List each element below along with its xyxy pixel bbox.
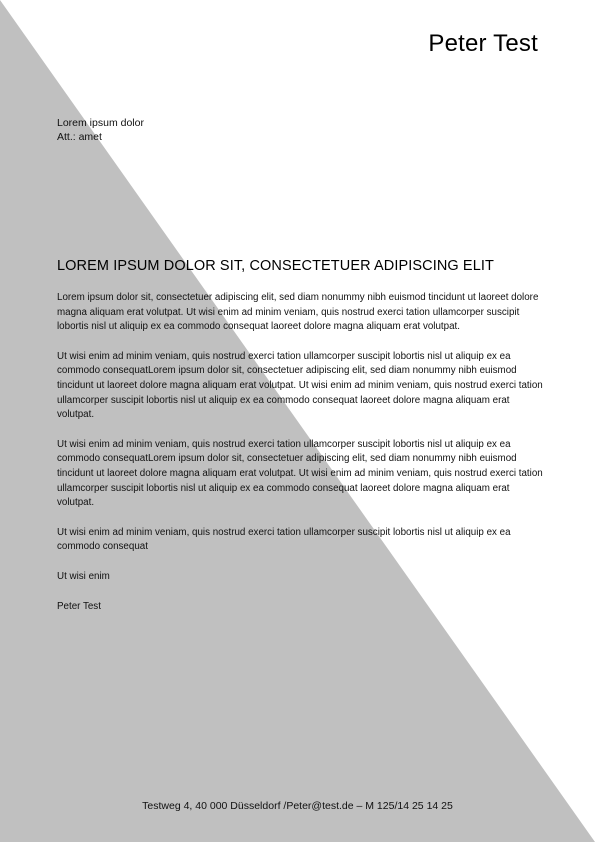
recipient-line-2: Att.: amet bbox=[57, 131, 102, 143]
sender-name: Peter Test bbox=[428, 30, 538, 57]
body-paragraph-1: Lorem ipsum dolor sit, consectetuer adipiscing elit, sed diam nonummy nibh euismod tincidunt ut laoreet dolore magna aliquam erat volutpat. Ut wisi enim ad minim veniam, quis nostrud exerci tation ullamcorper suscipit lobortis nisl ut aliquip ex ea commodo consequat laoreet dolore magna aliquam erat volutpat. bbox=[57, 292, 539, 333]
footer-contact: Testweg 4, 40 000 Düsseldorf /Peter@test.de – M 125/14 25 14 25 bbox=[142, 800, 453, 812]
signature-name: Peter Test bbox=[57, 600, 101, 612]
recipient-block bbox=[57, 116, 144, 144]
body-paragraph-3: Ut wisi enim ad minim veniam, quis nostrud exerci tation ullamcorper suscipit lobortis nisl ut aliquip ex ea commodo consequatLorem ipsum dolor sit, consectetuer adipiscing elit, sed diam nonummy nibh euismod tincidunt ut laoreet dolore magna aliquam erat volutpat. Ut wisi enim ad minim veniam, quis nostrud exerci tation ullamcorper suscipit lobortis nisl ut aliquip ex ea commodo consequat laoreet dolore magna aliquam erat volutpat. bbox=[57, 438, 543, 509]
closing-line: Ut wisi enim bbox=[57, 570, 110, 582]
letter-body bbox=[57, 291, 543, 629]
body-paragraph-4: Ut wisi enim ad minim veniam, quis nostrud exerci tation ullamcorper suscipit lobortis nisl ut aliquip ex ea commodo consequat bbox=[57, 526, 511, 553]
letter-subject: LOREM IPSUM DOLOR SIT, CONSECTETUER ADIPISCING ELIT bbox=[57, 258, 494, 274]
body-paragraph-2: Ut wisi enim ad minim veniam, quis nostrud exerci tation ullamcorper suscipit lobortis nisl ut aliquip ex ea commodo consequatLorem ipsum dolor sit, consectetuer adipiscing elit, sed diam nonummy nibh euismod tincidunt ut laoreet dolore magna aliquam erat volutpat. Ut wisi enim ad minim veniam, quis nostrud exerci tation ullamcorper suscipit lobortis nisl ut aliquip ex ea commodo consequat laoreet dolore magna aliquam erat volutpat. bbox=[57, 350, 543, 421]
recipient-line-1: Lorem ipsum dolor bbox=[57, 117, 144, 129]
